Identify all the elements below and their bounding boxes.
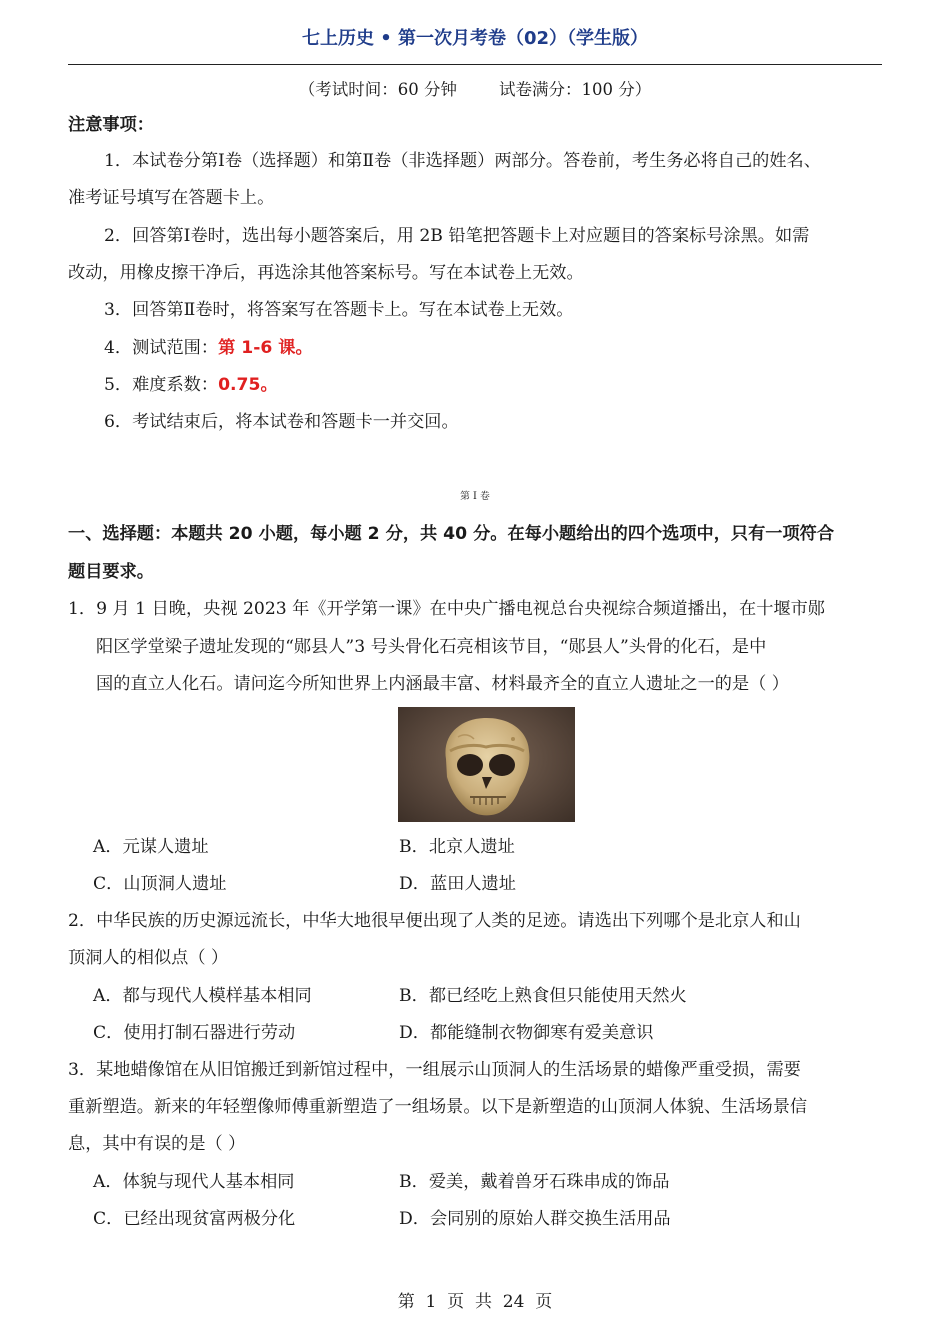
- header-divider: [68, 64, 882, 65]
- question-3-line-2: 重新塑造。新来的年轻塑像师傅重新塑造了一组场景。以下是新塑造的山顶洞人体貌、生活场景信: [68, 1097, 808, 1117]
- note-5: [104, 374, 278, 396]
- exam-info: （考试时间：60 分钟 试卷满分：100 分）: [298, 80, 652, 99]
- question-1-line-2: 阳区学堂梁子遗址发现的“郧县人”3 号头骨化石亮相该节目，“郧县人”头骨的化石，是中: [96, 637, 767, 657]
- note-4-label: 4．测试范围：: [104, 338, 219, 358]
- question-3-option-c: C．已经出现贫富两极分化: [93, 1209, 296, 1229]
- question-1-option-c: C．山顶洞人遗址: [93, 874, 227, 894]
- question-3-line-3: 息，其中有误的是（ ）: [68, 1134, 246, 1154]
- note-5-label: 5．难度系数：: [104, 375, 219, 395]
- question-1-option-b: B．北京人遗址: [399, 837, 515, 857]
- skull-icon: [398, 707, 575, 822]
- page-number: 第 1 页 共 24 页: [397, 1292, 553, 1312]
- note-3: 3．回答第Ⅱ卷时，将答案写在答题卡上。写在本试卷上无效。: [104, 300, 574, 320]
- section-instruction-line-2: 题目要求。: [68, 562, 154, 582]
- section-title: 第 I 卷: [460, 491, 490, 502]
- question-1-option-a: A．元谋人遗址: [93, 837, 209, 857]
- question-2-line-2: 顶洞人的相似点（ ）: [68, 948, 229, 968]
- question-2-option-d: D．都能缝制衣物御寒有爱美意识: [399, 1023, 654, 1043]
- question-2-option-a: A．都与现代人模样基本相同: [93, 986, 312, 1006]
- question-2-option-b: B．都已经吃上熟食但只能使用天然火: [399, 986, 687, 1006]
- question-1-line-1: 1．9 月 1 日晚，央视 2023 年《开学第一课》在中央广播电视总台央视综合频道播出，在十堰市郧: [68, 599, 825, 619]
- section-instruction-line-1: 一、选择题：本题共 20 小题，每小题 2 分，共 40 分。在每小题给出的四个选项中，只有一项符合: [68, 524, 835, 544]
- note-2-line-1: 2．回答第Ⅰ卷时，选出每小题答案后，用 2B 铅笔把答题卡上对应题目的答案标号涂黑。如需: [104, 226, 810, 246]
- difficulty-value: 0.75。: [218, 375, 278, 395]
- note-2-line-2: 改动，用橡皮擦干净后，再选涂其他答案标号。写在本试卷上无效。: [68, 263, 584, 283]
- question-2-line-1: 2．中华民族的历史源远流长，中华大地很早便出现了人类的足迹。请选出下列哪个是北京人和山: [68, 911, 801, 931]
- notes-heading: 注意事项：: [68, 115, 154, 135]
- test-scope: 第 1-6 课。: [218, 338, 313, 358]
- question-1-line-3: 国的直立人化石。请问迄今所知世界上内涵最丰富、材料最齐全的直立人遗址之一的是（ ）: [96, 674, 789, 694]
- note-6: 6．考试结束后，将本试卷和答题卡一并交回。: [104, 412, 459, 432]
- question-3-option-a: A．体貌与现代人基本相同: [93, 1172, 295, 1192]
- document-title: 七上历史 • 第一次月考卷（02）（学生版）: [301, 28, 649, 49]
- question-3-option-b: B．爱美，戴着兽牙石珠串成的饰品: [399, 1172, 670, 1192]
- skull-fossil-image: [398, 707, 575, 822]
- note-4: [104, 337, 313, 359]
- note-1-line-2: 准考证号填写在答题卡上。: [68, 188, 275, 208]
- question-1-option-d: D．蓝田人遗址: [399, 874, 516, 894]
- question-3-line-1: 3．某地蜡像馆在从旧馆搬迁到新馆过程中，一组展示山顶洞人的生活场景的蜡像严重受损，需要: [68, 1060, 801, 1080]
- question-2-option-c: C．使用打制石器进行劳动: [93, 1023, 296, 1043]
- note-1-line-1: 1．本试卷分第Ⅰ卷（选择题）和第Ⅱ卷（非选择题）两部分。答卷前，考生务必将自己的姓名、: [104, 151, 821, 171]
- question-3-option-d: D．会同别的原始人群交换生活用品: [399, 1209, 671, 1229]
